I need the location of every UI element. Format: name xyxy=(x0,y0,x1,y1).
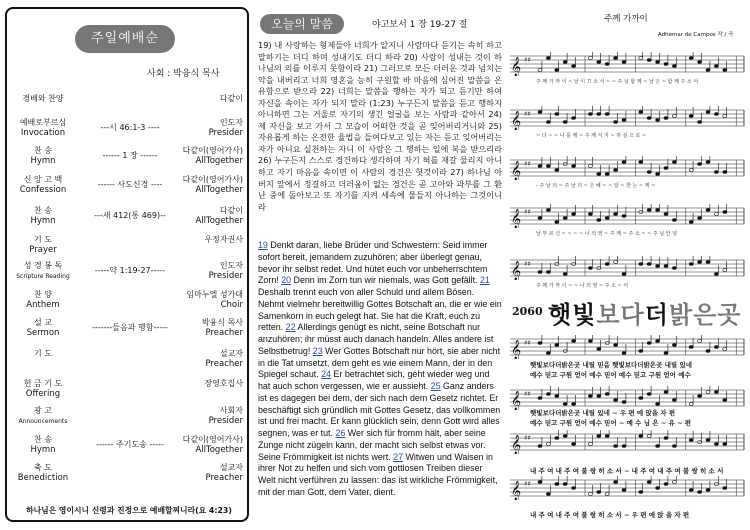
order-item-label: 신 앙 고 백 Confession xyxy=(19,175,67,195)
order-item-label: 헌 금 기 도 Offering xyxy=(23,379,63,399)
music-staff xyxy=(508,106,746,130)
order-item-detail: ---시 46:1-3 ---- xyxy=(100,123,160,132)
verse-text: Denkt daran, liebe Brüder und Schwestern: Seid immer sofort bereit, jemandem zuzuhören; aber überlegt genau, bevor ihr selbst redet. Und hütet euch vor unbeherrschtem Zorn! xyxy=(258,240,488,286)
music-note xyxy=(572,213,576,216)
music-note xyxy=(588,493,592,496)
music-note xyxy=(622,445,626,448)
music-note xyxy=(723,399,727,402)
music-note xyxy=(664,265,668,268)
music-note xyxy=(706,111,710,114)
music-note xyxy=(698,261,702,264)
music-note xyxy=(622,119,626,122)
korean-scripture-text: 19) 내 사랑하는 형제들아 너희가 알지니 사람마다 듣기는 속히 하고 말하기는 더디 하며 성내기도 더디 하라 20) 사람이 성내는 것이 하나님의 의를 이루지 못함이라 21) 그러므로 모든 더러운 것과 넘치는 악을 내버리고 너희 영혼을 능히 구원할 바 마음에 심어진 말씀을 온유함으로 받으라 22) 너희는 말씀을 행하는 자가 되고 듣기만 하여 자신을 속이는 자가 되지 말라 (1:23) 누구든지 말씀을 듣고 행하지 아니하면 그는 거울로 자기의 생긴 얼굴을 보는 사람과 같아서 24) 제 자신을 보고 가서 그 모습이 어떠한 것을 곧 잊어버리거니와 25) 자유롭게 하는 온전한 율법을 들여다보고 있는 자는 듣고 잊어버리는 자가 아니요 실천하는 자니 이 사람은 그 행하는 일에 복을 받으리라 26) 누구든지 스스로 경건하다 생각하며 자기 혀를 재갈 물리지 아니하고 자기 마음을 속이면 이 사람의 경건은 헛것이라 27) 하나님 아버지 앞에서 정결하고 더러움이 없는 경건은 곧 고아와 과부를 그 환난 중에 돌아보고 또 자기를 지켜 세속에 물들지 아니하는 그것이니라 xyxy=(258,40,502,212)
music-note xyxy=(588,165,592,168)
music-note xyxy=(546,165,550,168)
music-note xyxy=(656,340,660,343)
music-note xyxy=(656,61,660,64)
music-note xyxy=(714,273,718,276)
music-note xyxy=(698,217,702,220)
music-note xyxy=(622,401,626,404)
music-note xyxy=(555,344,559,347)
song-lyrics-line: 주 께 가 까 이 ~ ~ 나 의 영 ~ 주 소 ~ 서 xyxy=(536,283,629,289)
music-note xyxy=(555,113,559,116)
music-note xyxy=(639,161,643,164)
music-note xyxy=(555,169,559,172)
treble-clef-icon: 𝄞 xyxy=(511,161,522,180)
music-note xyxy=(664,117,668,120)
order-item-responsible: 다같이 AllTogether xyxy=(195,206,243,226)
music-note xyxy=(664,167,668,170)
music-note xyxy=(714,213,718,216)
music-note xyxy=(538,397,542,400)
order-item-responsible: 다같이 xyxy=(219,94,243,103)
music-note xyxy=(672,219,676,222)
music-note xyxy=(723,69,727,72)
music-staff xyxy=(508,386,746,410)
music-note xyxy=(588,443,592,446)
music-note xyxy=(614,445,618,448)
music-note xyxy=(723,269,727,272)
music-note xyxy=(563,483,567,486)
order-item-label: 찬 송 Hymn xyxy=(30,435,56,455)
music-note xyxy=(588,113,592,116)
treble-clef-icon: 𝄞 xyxy=(511,481,522,500)
music-note xyxy=(714,113,718,116)
music-note xyxy=(664,391,668,394)
music-note xyxy=(664,437,668,440)
music-staff xyxy=(508,204,746,228)
music-note xyxy=(664,213,668,216)
music-note xyxy=(664,63,668,66)
music-note xyxy=(672,399,676,402)
music-note xyxy=(647,117,651,120)
music-note xyxy=(572,117,576,120)
music-note xyxy=(689,346,693,349)
order-item-responsible: 인도자 Presider xyxy=(208,261,243,281)
order-item-responsible: 설교자 Preacher xyxy=(205,463,243,483)
music-note xyxy=(689,169,693,172)
key-signature-icon: ♯♯ xyxy=(524,390,531,398)
music-note xyxy=(689,263,693,266)
music-note xyxy=(572,65,576,68)
music-note xyxy=(689,115,693,118)
order-item-responsible: 장영호집사 xyxy=(204,379,243,388)
treble-clef-icon: 𝄞 xyxy=(511,391,522,410)
music-note xyxy=(672,344,676,347)
treble-clef-icon: 𝄞 xyxy=(511,261,522,280)
music-note xyxy=(597,113,601,116)
music-note xyxy=(614,261,618,264)
music-note xyxy=(538,165,542,168)
music-note xyxy=(614,57,618,60)
order-item-label: 예배로부르심 Invocation xyxy=(19,118,67,138)
song-title: 주께 가까이 xyxy=(604,14,648,24)
music-note xyxy=(597,219,601,222)
song-lyrics-line: 주 께 가 까 이 ~ 날 이 끄 소 서 ~ ~ 주 님 함 께 ~ 날 은 ~ 함 께 주 소 서 xyxy=(536,79,699,85)
order-item-responsible: 임마누엘 성가대 Choir xyxy=(186,290,243,310)
music-note xyxy=(698,395,702,398)
music-note xyxy=(639,263,643,266)
music-note xyxy=(647,59,651,62)
verse-text: Wer sich für fromm hält, aber seine Zunge nicht zügeln kann, der macht sich selbst etwas vor. Seine Frömmigkeit ist nichts wert. xyxy=(258,428,486,462)
music-note xyxy=(572,487,576,490)
music-note xyxy=(639,491,643,494)
music-note xyxy=(614,399,618,402)
hymn-number: 2060 xyxy=(512,305,543,318)
music-note xyxy=(706,350,710,353)
music-note xyxy=(723,211,727,214)
music-staff xyxy=(508,256,746,280)
order-item-responsible: 인도자 Presider xyxy=(208,118,243,138)
song-lyrics-line: - 주 날 의 ~ 주 날 의 ~ 은 혜 ~ ~ 알 ~ 한 는 ~ 께 ~ xyxy=(536,183,656,189)
music-staff xyxy=(508,52,746,76)
music-note xyxy=(538,481,542,484)
verse-number: 20 xyxy=(281,275,292,286)
order-item-detail: -------들음과 행함----- xyxy=(92,323,168,332)
music-note xyxy=(698,163,702,166)
order-item-responsible: 다같이(영어가사) AllTogether xyxy=(182,146,243,166)
treble-clef-icon: 𝄞 xyxy=(511,209,522,228)
music-note xyxy=(706,209,710,212)
order-item-label: 축 도 Benediction xyxy=(17,463,69,483)
worship-order-panel xyxy=(5,7,249,522)
music-note xyxy=(647,171,651,174)
key-signature-icon: ♯♯ xyxy=(524,339,531,347)
key-signature-icon: ♯♯ xyxy=(524,160,531,168)
hymn-lyrics-line: 햇빛보다더밝은곳 내릴 믿음 햇빛보다더밝은곳 내릴 있네 xyxy=(530,361,693,369)
music-note xyxy=(672,161,676,164)
music-note xyxy=(672,115,676,118)
music-note xyxy=(546,443,550,446)
treble-clef-icon: 𝄞 xyxy=(511,111,522,130)
music-note xyxy=(538,445,542,448)
music-note xyxy=(614,481,618,484)
music-note xyxy=(605,217,609,220)
order-item-detail: ------ 1 장 ------ xyxy=(102,151,158,160)
verse-number: 24 xyxy=(321,369,332,380)
order-item-detail: ---새 412(통 469)-- xyxy=(94,211,166,220)
music-note xyxy=(639,111,643,114)
worship-footer-verse: 하나님은 영이시니 신령과 진정으로 예배할찌니라(요 4:23) xyxy=(26,506,232,515)
hymn-lyrics-line: 내 주 여 내 주 여 불 쌍 히 소 서 ~ 내 주 여 내 주 여 불 쌍 히 소 서 xyxy=(530,467,724,475)
music-staff xyxy=(508,476,746,500)
music-staff xyxy=(508,156,746,180)
music-note xyxy=(597,435,601,438)
music-note xyxy=(614,169,618,172)
music-note xyxy=(622,215,626,218)
worship-order-header: 주일예배순 xyxy=(75,25,175,53)
music-note xyxy=(588,57,592,60)
music-note xyxy=(572,165,576,168)
hymn-lyrics-line: 예수 믿고 구원 얻어 예수 믿어 예수 믿고 구원 얻어 예수 xyxy=(530,371,691,379)
verse-text: Wer Gottes Botschaft nur hört, sie aber nicht in die Tat umsetzt, dem geht es wie einem Mann, der in den Spiegel schaut. xyxy=(258,345,501,380)
music-note xyxy=(555,483,559,486)
music-note xyxy=(714,171,718,174)
music-note xyxy=(597,491,601,494)
music-note xyxy=(538,271,542,274)
music-note xyxy=(555,221,559,224)
key-signature-icon: ♯♯ xyxy=(524,480,531,488)
music-note xyxy=(614,213,618,216)
order-item-responsible: 박융식 목사 Preacher xyxy=(201,318,243,338)
music-note xyxy=(639,397,643,400)
music-note xyxy=(714,443,718,446)
music-note xyxy=(698,121,702,124)
music-note xyxy=(605,63,609,66)
music-note xyxy=(689,439,693,442)
key-signature-icon: ♯♯ xyxy=(524,434,531,442)
music-note xyxy=(555,395,559,398)
music-note xyxy=(538,342,542,345)
order-item-label: 찬 양 Anthem xyxy=(26,290,60,310)
music-note xyxy=(622,161,626,164)
music-note xyxy=(546,493,550,496)
music-note xyxy=(605,393,609,396)
music-note xyxy=(563,435,567,438)
music-note xyxy=(614,344,618,347)
music-note xyxy=(664,483,668,486)
music-note xyxy=(723,487,727,490)
treble-clef-icon: 𝄞 xyxy=(511,340,522,359)
music-note xyxy=(622,273,626,276)
order-item-responsible: 설교자 Preacher xyxy=(205,349,243,369)
music-note xyxy=(605,263,609,266)
music-note xyxy=(622,61,626,64)
music-note xyxy=(656,487,660,490)
music-note xyxy=(689,489,693,492)
music-note xyxy=(672,65,676,68)
treble-clef-icon: 𝄞 xyxy=(511,435,522,454)
music-note xyxy=(664,352,668,355)
key-signature-icon: ♯♯ xyxy=(524,110,531,118)
music-note xyxy=(656,445,660,448)
order-item-responsible: 다같이(영어가사) AllTogether xyxy=(182,175,243,195)
music-note xyxy=(689,57,693,60)
music-note xyxy=(588,267,592,270)
song-lyrics-line: ~ 다 ~ ~ 나 를 께 ~ 주 께 서 지 ~ 하 심 으 로 ~ xyxy=(536,133,647,139)
music-note xyxy=(572,443,576,446)
music-note xyxy=(538,69,542,72)
music-note xyxy=(706,69,710,72)
music-note xyxy=(706,439,710,442)
music-note xyxy=(647,481,651,484)
verse-number: 27 xyxy=(393,451,404,462)
verse-text: Deshalb trennt euch von aller Schuld und allem Bösen. Nehmt vielmehr bereitwillig Gottes Botschaft an, die er wie ein Samenkorn in euch gelegt hat. Sie hat die Kraft, euch zu retten. xyxy=(258,287,502,333)
music-note xyxy=(672,481,676,484)
music-note xyxy=(538,217,542,220)
hymn-lyrics-line: 햇빛보다더밝은곳 내릴 있네 ~ 우 편 에 앉을 자 편 xyxy=(530,409,676,417)
order-item-detail: ------ 사도신경 ---- xyxy=(97,180,163,189)
verse-number: 23 xyxy=(312,345,323,356)
music-note xyxy=(639,350,643,353)
music-note xyxy=(647,342,651,345)
music-note xyxy=(605,435,609,438)
music-note xyxy=(647,209,651,212)
order-item-label: 기 도 Prayer xyxy=(29,235,57,255)
music-note xyxy=(546,393,550,396)
key-signature-icon: ♯♯ xyxy=(524,260,531,268)
music-staff xyxy=(508,335,746,359)
music-note xyxy=(563,217,567,220)
verse-number: 22 xyxy=(285,322,296,333)
order-item-detail: -----약 1:19-27----- xyxy=(94,266,166,275)
verse-text: Ganz anders ist es dagegen bei dem, der sich nach dem Gesetz richtet. Er beschäftigt sich gründlich mit Gottes Gesetz, das vollkommen ist und frei macht. Er kann glücklich sein, denn Gott wird alles segnen, was er tut. xyxy=(258,381,501,438)
music-note xyxy=(698,340,702,343)
music-note xyxy=(706,391,710,394)
music-note xyxy=(597,348,601,351)
music-note xyxy=(714,391,718,394)
hymn-lyrics-line: 내 주 여 내 주 여 불 쌍 히 소 서 ~ 우 편 에 앉 을 자 편 xyxy=(530,511,690,519)
music-note xyxy=(546,209,550,212)
music-note xyxy=(538,111,542,114)
music-note xyxy=(672,445,676,448)
german-scripture-text xyxy=(258,240,502,499)
music-note xyxy=(546,271,550,274)
music-note xyxy=(622,489,626,492)
music-note xyxy=(656,173,660,176)
music-note xyxy=(563,61,567,64)
hymn-lyrics-line: 예수 믿고 구원 얻어 예수 믿어 ~ 예 수 님 은 ~ 유 ~ 편 xyxy=(530,419,692,427)
music-note xyxy=(588,213,592,216)
music-note xyxy=(572,403,576,406)
music-note xyxy=(563,121,567,124)
verse-text: Allerdings genügt es nicht, seine Botschaft nur anzuhören; ihr müsst auch danach handeln. Alles andere ist Selbstbetrug! xyxy=(258,322,494,356)
music-note xyxy=(689,403,693,406)
music-note xyxy=(706,161,710,164)
order-item-label: 설 교 Sermon xyxy=(26,318,60,338)
order-item-responsible: 사회자 Presider xyxy=(208,406,243,426)
verse-number: 21 xyxy=(479,275,490,286)
music-note xyxy=(622,352,626,355)
music-note xyxy=(706,489,710,492)
music-note xyxy=(546,121,550,124)
verse-text: Denn im Zorn tun wir niemals, was Gott gefällt. xyxy=(291,275,480,286)
music-note xyxy=(656,119,660,122)
treble-clef-icon: 𝄞 xyxy=(511,57,522,76)
order-item-label: 찬 송 Hymn xyxy=(30,146,56,166)
song-composer: Adhemar de Campos 작 / 곡 xyxy=(658,32,734,38)
verse-number: 26 xyxy=(335,428,346,438)
song-lyrics-line: 날 부 르 신 ~ ~ ~ ~ 나 의 영 ~ 주 께 ~ 주 소 ~ ~ 주 님 안 녕 xyxy=(536,231,677,237)
music-note xyxy=(698,491,702,494)
music-note xyxy=(597,61,601,64)
music-note xyxy=(605,173,609,176)
music-note xyxy=(605,113,609,116)
verse-number: 25 xyxy=(430,381,441,391)
order-item-label: 광 고 Announcements xyxy=(18,406,68,425)
music-note xyxy=(672,267,676,270)
music-note xyxy=(706,261,710,264)
music-note xyxy=(639,57,643,60)
order-item-label: 기 도 xyxy=(34,349,52,358)
verse-number: 19 xyxy=(258,240,268,250)
music-note xyxy=(639,435,643,438)
music-note xyxy=(723,443,727,446)
music-note xyxy=(614,121,618,124)
music-note xyxy=(698,61,702,64)
sermon-header: 오늘의 말씀 xyxy=(260,14,344,34)
sheet-music-panel xyxy=(508,8,748,526)
key-signature-icon: ♯♯ xyxy=(524,208,531,216)
order-item-detail: ------ 주기도송 ----- xyxy=(96,440,164,449)
music-note xyxy=(723,115,727,118)
music-note xyxy=(714,65,718,68)
music-note xyxy=(588,340,592,343)
music-note xyxy=(656,265,660,268)
service-leader: 사회 : 박융식 목사 xyxy=(147,69,220,79)
music-note xyxy=(546,57,550,60)
order-item-responsible: 다같이(영어가사) AllTogether xyxy=(182,435,243,455)
music-note xyxy=(647,435,651,438)
key-signature-icon: ♯♯ xyxy=(524,56,531,64)
music-note xyxy=(563,403,567,406)
music-note xyxy=(723,348,727,351)
verse-text: Witwen und Waisen in ihrer Not zu helfen und sich vom gottlosen Treiben dieser Welt nicht verführen zu lassen: das ist wirkliche Frömmigkeit, mit der man Gott, dem Vater, dient. xyxy=(258,451,498,497)
music-note xyxy=(647,393,651,396)
verse-text: Er betrachtet sich, geht wieder weg und hat auch schon vergessen, wie er aussieht. xyxy=(258,369,490,391)
music-note xyxy=(563,273,567,276)
music-staff xyxy=(508,430,746,454)
order-item-label: 경배와 찬양 xyxy=(22,94,64,103)
music-note xyxy=(588,395,592,398)
scripture-reference: 야고보서 1 장 19-27 절 xyxy=(372,20,468,30)
music-note xyxy=(656,403,660,406)
music-note xyxy=(723,171,727,174)
music-note xyxy=(714,346,718,349)
music-note xyxy=(689,221,693,224)
music-note xyxy=(597,395,601,398)
music-note xyxy=(605,493,609,496)
music-note xyxy=(555,437,559,440)
hymn-title: 햇빛보다더밝은곳 xyxy=(548,301,742,329)
music-note xyxy=(546,352,550,355)
music-note xyxy=(647,263,651,266)
music-note xyxy=(597,173,601,176)
order-item-responsible: 우정자권사 xyxy=(204,235,243,244)
music-note xyxy=(656,209,660,212)
music-note xyxy=(555,69,559,72)
music-note xyxy=(572,340,576,343)
order-item-label: 성 경 봉 독 Scripture Reading xyxy=(16,261,70,280)
order-item-label: 찬 송 Hymn xyxy=(30,206,56,226)
